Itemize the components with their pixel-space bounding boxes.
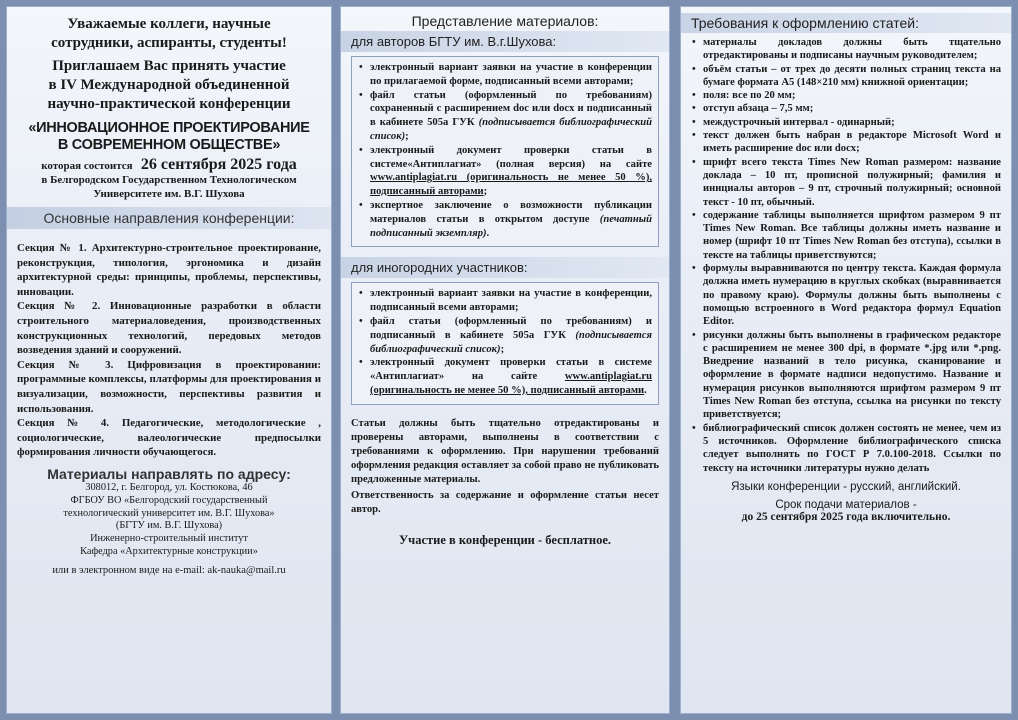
- directions-heading: Основные направления конференции:: [7, 207, 331, 229]
- invitation: Приглашаем Вас принять участие в IV Международной объединенной научно-практической конференции: [47, 58, 291, 112]
- middle-panel: [340, 6, 670, 714]
- requirements-list: [691, 36, 1001, 475]
- local-authors-heading: для авторов БГТУ им. В.г.Шухова:: [341, 31, 669, 52]
- out-of-town-box: [351, 282, 659, 404]
- left-panel: [6, 6, 332, 714]
- section-item: Секция № 3. Цифровизация в проектировании: программные комплексы, платформы для проектирования и визуализации, возможности, перспективы развития и использования.: [17, 358, 322, 415]
- list-item: • материалы докладов должны быть тщательно отредактированы и подписаны научным руководителем;: [691, 36, 1001, 63]
- editorial-note: Статьи должны быть тщательно отредактированы и проверены авторами, выполнены в соответствии с требованиями к оформлению. При нарушении требований оформления редакция оставляет за собой право не публиковать предложенные материалы.: [351, 417, 659, 485]
- conference-venue: в Белгородском Государственном Технологическом Университете им. В.Г. Шухова: [41, 174, 297, 200]
- antiplagiat-link[interactable]: www.antiplagiat.ru: [564, 371, 652, 383]
- deadline-label: Срок подачи материалов -: [775, 498, 917, 511]
- local-authors-box: [351, 56, 659, 247]
- section-item: Секция № 1. Архитектурно-строительное проектирование, реконструкция, типология, эргономика и дизайн архитектурной среды: принципы, проблемы, перспективы, инновации.: [17, 242, 321, 298]
- list-item: • экспертное заключение о возможности публикации материалов статьи в открытом доступе (печатный подписанный экземпляр).: [358, 199, 652, 240]
- free-participation: Участие в конференции - бесплатное.: [398, 532, 612, 547]
- antiplagiat-link[interactable]: www.antiplagiat.ru: [370, 172, 458, 184]
- list-item: • формулы выравниваются по центру текста. Каждая формула должна иметь нумерацию в круглых скобках (выравнивается по правому краю). Формулы должны быть выполнены с помощью встроенного в Word редактора формул Equation Editor.: [691, 262, 1001, 328]
- deadline-date: до 25 сентября 2025 года включительно.: [741, 510, 951, 523]
- address-heading: Материалы направлять по адресу:: [47, 465, 291, 482]
- list-item: • текст должен быть набран в редакторе Microsoft Word и иметь расширение doc или docx;: [691, 129, 1001, 156]
- list-item: • файл статьи (оформленный по требованиям) и подписанный в кабинете 505а ГУК (подписывается библиографический список);: [358, 315, 652, 356]
- list-item: • рисунки должны быть выполнены в графическом редакторе с расширением не менее 300 dpi, в формате *.jpg или *.png. Внедрение названий в тело рисунка, сканирование и оформление в формате надписи недопустимо. Название и нумерация рисунков выполняются шрифтом размером 9 пт Times New Roman без отступа, ссылка на рисунки по тексту приветствуется;: [691, 329, 1001, 422]
- materials-heading: Представление материалов:: [411, 13, 599, 29]
- conference-title: «ИННОВАЦИОННОЕ ПРОЕКТИРОВАНИЕ В СОВРЕМЕННОМ ОБЩЕСТВЕ»: [28, 120, 310, 153]
- right-panel: [680, 6, 1012, 714]
- list-item: • электронный вариант заявки на участие в конференции, подписанный всеми авторами;: [358, 287, 652, 315]
- list-item: • междустрочный интервал - одинарный;: [691, 116, 1001, 129]
- list-item: • библиографический список должен состоять не менее, чем из 5 источников. Оформление библиографического списка следует выполнять по ГОСТ Р 7.0.100-2018. Ссылки по тексту на источники литературы нужно делать: [691, 422, 1001, 475]
- list-item: • электронный документ проверки статьи в системе «Антиплагиат» на сайте www.antiplagiat.ru (оригинальность не менее 50 %), подписанный авторами.: [358, 356, 652, 397]
- section-item: Секция № 4. Педагогические, методологические , социологические, валеологические предпосылки формирования личности обучающегося.: [17, 417, 321, 459]
- conference-languages: Языки конференции - русский, английский.: [731, 480, 961, 493]
- list-item: • электронный вариант заявки на участие в конференции по прилагаемой форме, подписанный всеми авторами;: [358, 61, 652, 89]
- email-line: или в электронном виде на e-mail: ak-nauka@mail.ru: [52, 564, 286, 576]
- address-block: 308012, г. Белгород, ул. Костюкова, 46 ФГБОУ ВО «Белгородский государственный технологический университет им. В.Г. Шухова» (БГТУ им. В.Г. Шухова) Инженерно-строительный институт Кафедра «Архитектурные конструкции»: [63, 481, 275, 557]
- list-item: • файл статьи (оформленный по требованиям) сохраненный с расширением doc или docx и подписанный в кабинете 505а ГУК (подписывается библиографический список);: [358, 89, 652, 144]
- list-item: • объём статьи – от трех до десяти полных страниц текста на бумаге формата А5 (148×210 мм) книжной ориентации;: [691, 63, 1001, 90]
- responsibility-note: Ответственность за содержание и оформление статьи несет автор.: [351, 489, 659, 515]
- out-of-town-heading: для иногородних участников:: [341, 257, 669, 278]
- list-item: • поля: все по 20 мм;: [691, 89, 1001, 102]
- conference-date: которая состоится 26 сентября 2025 года: [41, 156, 297, 173]
- sections-list: [17, 241, 321, 460]
- list-item: • отступ абзаца – 7,5 мм;: [691, 102, 1001, 115]
- list-item: • содержание таблицы выполняется шрифтом размером 9 пт Times New Roman. Все таблицы должны иметь название и номер (шрифт 10 пт Times New Roman без отступа), ссылки в тексте на таблицы приветствуются;: [691, 209, 1001, 262]
- requirements-heading: Требования к оформлению статей:: [681, 13, 1011, 33]
- greeting: Уважаемые коллеги, научные сотрудники, аспиранты, студенты!: [51, 16, 287, 51]
- section-item: Секция № 2. Инновационные разработки в области строительного материаловедения, производственных конструкционных технологий, передовых методов возведения зданий и сооружений.: [17, 300, 321, 357]
- list-item: • шрифт всего текста Times New Roman размером: название доклада – 10 пт, прописной полужирный; фамилия и инициалы авторов – 9 пт, строчный полужирный; основной текст - 10 пт, обычный.: [691, 156, 1001, 209]
- list-item: • электронный документ проверки статьи в системе«Антиплагиат» (полная версия) на сайте www.antiplagiat.ru (оригинальность не менее 50 %), подписанный авторами;: [358, 144, 652, 199]
